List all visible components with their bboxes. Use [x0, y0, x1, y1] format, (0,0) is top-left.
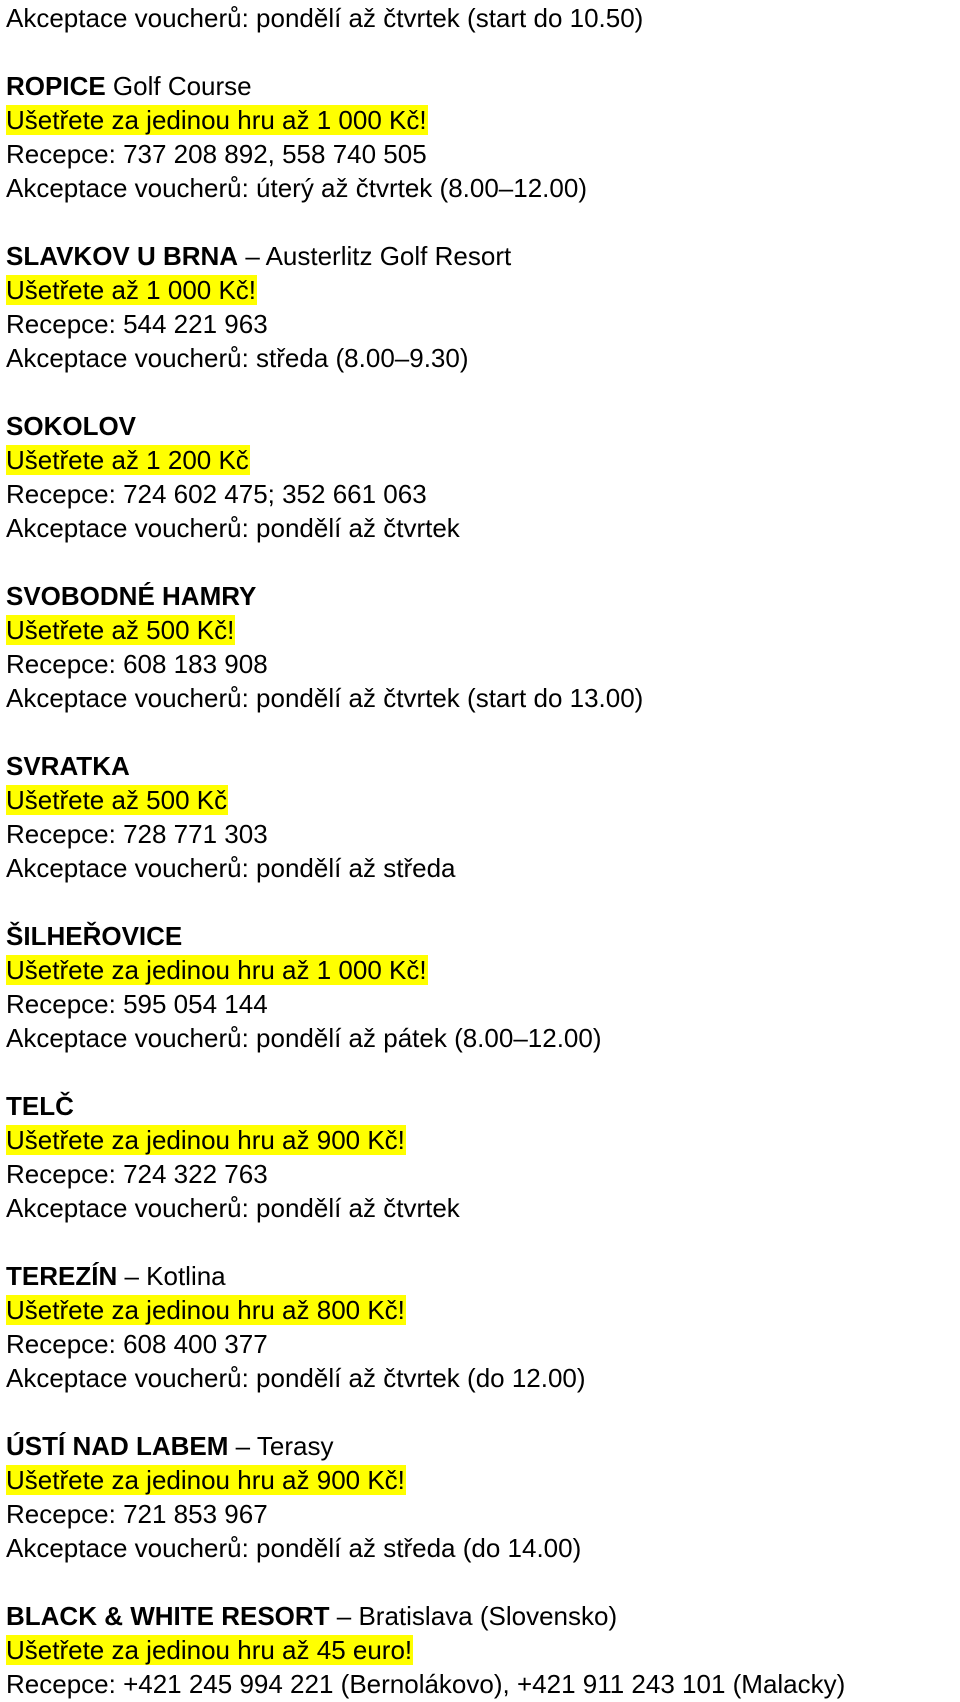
entry-title	[6, 919, 960, 953]
entry-savings-line	[6, 273, 960, 307]
entry-acceptance: Akceptace voucherů: pondělí až středa	[6, 853, 456, 883]
entry-name: TELČ	[6, 1091, 74, 1121]
entry-savings-line	[6, 1123, 960, 1157]
entry-usti-nad-labem	[6, 1429, 960, 1565]
savings-highlight: Ušetřete až 500 Kč	[6, 785, 228, 815]
entry-reception: Recepce: 728 771 303	[6, 819, 268, 849]
entry-acceptance: Akceptace voucherů: pondělí až pátek (8.00–12.00)	[6, 1023, 602, 1053]
entry-slavkov	[6, 239, 960, 375]
intro-acceptance-line: Akceptace voucherů: pondělí až čtvrtek (start do 10.50)	[6, 3, 644, 33]
savings-highlight: Ušetřete až 500 Kč!	[6, 615, 235, 645]
entry-acceptance: Akceptace voucherů: pondělí až čtvrtek	[6, 1193, 460, 1223]
entry-name: SLAVKOV U BRNA	[6, 241, 239, 271]
entry-name: ÚSTÍ NAD LABEM	[6, 1431, 229, 1461]
entry-acceptance: Akceptace voucherů: pondělí až čtvrtek (start do 13.00)	[6, 683, 644, 713]
entry-title	[6, 69, 960, 103]
entry-acceptance: Akceptace voucherů: pondělí až čtvrtek	[6, 513, 460, 543]
entry-ropice	[6, 69, 960, 205]
savings-highlight: Ušetřete za jedinou hru až 800 Kč!	[6, 1295, 405, 1325]
entry-title	[6, 1089, 960, 1123]
entry-suffix: – Austerlitz Golf Resort	[238, 241, 512, 271]
entry-terezin	[6, 1259, 960, 1395]
entry-reception: Recepce: 595 054 144	[6, 989, 268, 1019]
entry-suffix: – Terasy	[228, 1431, 334, 1461]
savings-highlight: Ušetřete až 1 200 Kč	[6, 445, 249, 475]
entry-sokolov	[6, 409, 960, 545]
entry-name: BLACK & WHITE RESORT	[6, 1601, 330, 1631]
entry-reception: Recepce: 721 853 967	[6, 1499, 268, 1529]
entry-name: ŠILHEŘOVICE	[6, 921, 183, 951]
entry-savings-line	[6, 953, 960, 987]
entry-black-white-resort	[6, 1599, 960, 1701]
entry-silherovice	[6, 919, 960, 1055]
savings-highlight: Ušetřete za jedinou hru až 1 000 Kč!	[6, 955, 427, 985]
savings-highlight: Ušetřete až 1 000 Kč!	[6, 275, 257, 305]
entry-reception: Recepce: 608 183 908	[6, 649, 268, 679]
entry-title	[6, 1599, 960, 1633]
entry-suffix: – Kotlina	[117, 1261, 226, 1291]
entry-name: SOKOLOV	[6, 411, 137, 441]
document-page	[0, 1, 960, 1702]
entry-title	[6, 239, 960, 273]
entry-acceptance: Akceptace voucherů: úterý až čtvrtek (8.00–12.00)	[6, 173, 587, 203]
savings-highlight: Ušetřete za jedinou hru až 900 Kč!	[6, 1125, 405, 1155]
entry-acceptance: Akceptace voucherů: pondělí až čtvrtek (do 12.00)	[6, 1363, 586, 1393]
entry-savings-line	[6, 103, 960, 137]
entry-svobodne-hamry	[6, 579, 960, 715]
entry-savings-line	[6, 1463, 960, 1497]
entry-title	[6, 579, 960, 613]
savings-highlight: Ušetřete za jedinou hru až 45 euro!	[6, 1635, 413, 1665]
entry-savings-line	[6, 1633, 960, 1667]
entry-name: SVOBODNÉ HAMRY	[6, 581, 257, 611]
entry-name: TEREZÍN	[6, 1261, 118, 1291]
entry-title	[6, 409, 960, 443]
entry-reception: Recepce: 544 221 963	[6, 309, 268, 339]
savings-highlight: Ušetřete za jedinou hru až 1 000 Kč!	[6, 105, 427, 135]
entry-acceptance: Akceptace voucherů: středa (8.00–9.30)	[6, 343, 469, 373]
entry-acceptance: Akceptace voucherů: pondělí až středa (do 14.00)	[6, 1533, 582, 1563]
entry-savings-line	[6, 1293, 960, 1327]
entry-reception: Recepce: +421 245 994 221 (Bernolákovo), +421 911 243 101 (Malacky)	[6, 1669, 846, 1699]
entry-name: ROPICE	[6, 71, 106, 101]
entry-savings-line	[6, 443, 960, 477]
entry-telc	[6, 1089, 960, 1225]
entry-savings-line	[6, 613, 960, 647]
entry-reception: Recepce: 737 208 892, 558 740 505	[6, 139, 427, 169]
savings-highlight: Ušetřete za jedinou hru až 900 Kč!	[6, 1465, 405, 1495]
entry-svratka	[6, 749, 960, 885]
entry-title	[6, 1429, 960, 1463]
entry-suffix: – Bratislava (Slovensko)	[329, 1601, 618, 1631]
entry-reception: Recepce: 608 400 377	[6, 1329, 268, 1359]
entry-savings-line	[6, 783, 960, 817]
entry-reception: Recepce: 724 322 763	[6, 1159, 268, 1189]
entry-name: SVRATKA	[6, 751, 130, 781]
entry-suffix: Golf Course	[105, 71, 252, 101]
entry-title	[6, 1259, 960, 1293]
entry-reception: Recepce: 724 602 475; 352 661 063	[6, 479, 427, 509]
entry-title	[6, 749, 960, 783]
